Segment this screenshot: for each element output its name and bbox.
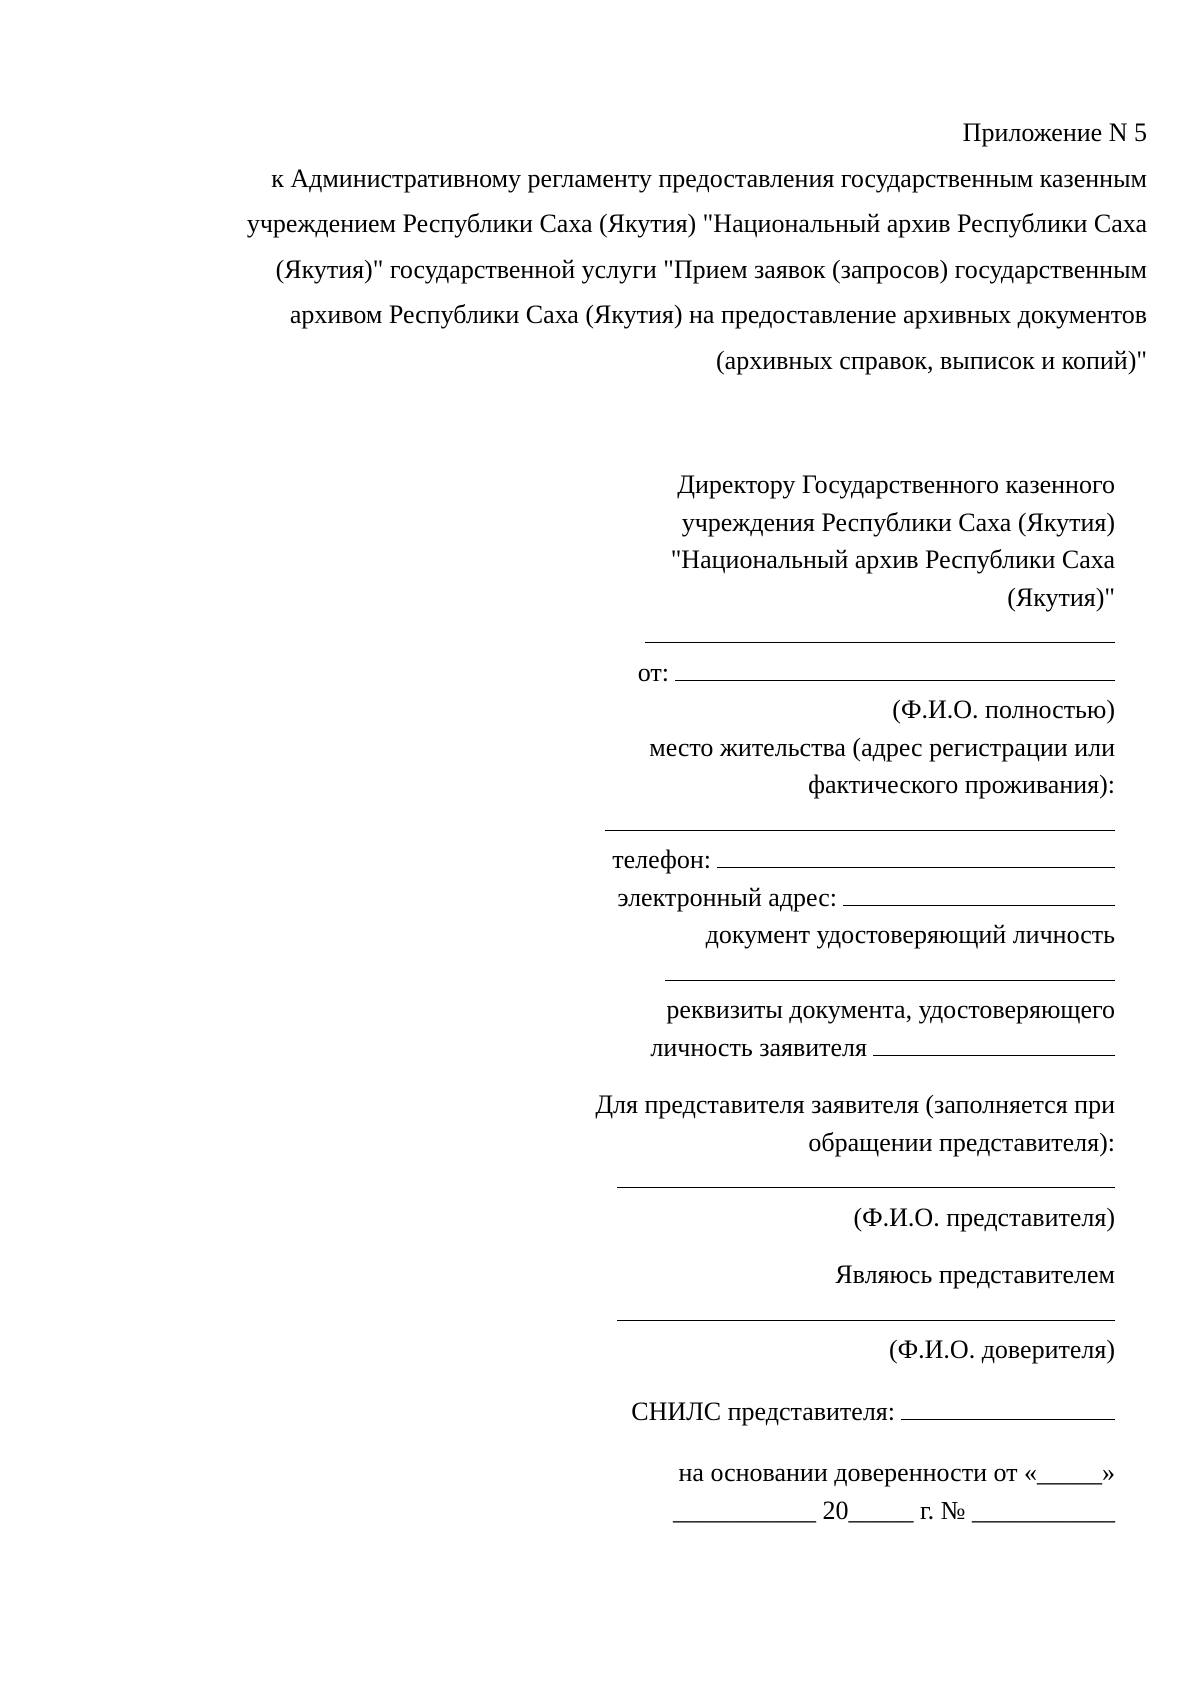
director-line: (Якутия)" xyxy=(1007,582,1115,612)
email-line xyxy=(415,879,1115,917)
residence-line xyxy=(415,804,1115,842)
appendix-line: учреждением Республики Саха (Якутия) "Национальный архив Республики Саха xyxy=(246,209,1147,238)
principal-fio-caption: (Ф.И.О. доверителя) xyxy=(888,1335,1115,1364)
applicant-fio-field[interactable] xyxy=(675,654,1115,681)
from-line xyxy=(415,654,1115,692)
spacer xyxy=(415,1430,1115,1454)
id-doc-label: документ удостоверяющий личность xyxy=(705,920,1115,949)
representative-fio-field[interactable] xyxy=(617,1161,1115,1188)
director-line: Директору Государственного казенного xyxy=(677,470,1115,499)
principal-fio-field[interactable] xyxy=(617,1294,1115,1321)
id-details-label: реквизиты документа, удостоверяющего xyxy=(666,995,1115,1024)
id-details-label: личность заявителя xyxy=(650,1032,867,1062)
power-of-attorney-line: на основании доверенности от «_____» xyxy=(678,1458,1115,1487)
residence-field[interactable] xyxy=(605,804,1115,831)
spacer xyxy=(415,1369,1115,1393)
appendix-line: к Административному регламенту предоставления государственным казенным xyxy=(271,163,1147,193)
fio-caption: (Ф.И.О. полностью) xyxy=(892,695,1115,724)
email-label: электронный адрес: xyxy=(617,882,837,912)
residence-label: место жительства (адрес регистрации или xyxy=(649,732,1115,762)
id-details-line xyxy=(415,1029,1115,1067)
id-details-field[interactable] xyxy=(873,1029,1115,1056)
residence-label: фактического проживания): xyxy=(808,770,1115,799)
appendix-title: Приложение N 5 xyxy=(962,118,1147,147)
representative-label: Для представителя заявителя (заполняется при xyxy=(595,1090,1115,1119)
appendix-line: архивом Республики Саха (Якутия) на предоставление архивных документов xyxy=(289,300,1147,329)
director-line: "Национальный архив Республики Саха xyxy=(670,545,1115,574)
appendix-line: (архивных справок, выписок и копий)" xyxy=(716,345,1147,375)
phone-field[interactable] xyxy=(717,841,1115,868)
appendix-line: (Якутия)" государственной услуги "Прием заявок (запросов) государственным xyxy=(275,254,1147,284)
representative-fio-line xyxy=(415,1161,1115,1199)
appendix-header xyxy=(147,110,1147,383)
phone-label: телефон: xyxy=(612,845,711,874)
spacer xyxy=(415,1066,1115,1086)
email-field[interactable] xyxy=(843,879,1115,906)
from-label: от: xyxy=(637,657,669,687)
principal-fio-line xyxy=(415,1294,1115,1332)
phone-line xyxy=(415,841,1115,879)
addressee-block xyxy=(415,466,1115,1529)
director-name-field[interactable] xyxy=(645,616,1115,643)
id-doc-line xyxy=(415,954,1115,992)
director-line: учреждения Республики Саха (Якутия) xyxy=(681,507,1115,537)
power-of-attorney-line: ___________ 20_____ г. № ___________ xyxy=(672,1495,1115,1525)
snils-label: СНИЛС представителя: xyxy=(631,1396,895,1426)
representative-label: обращении представителя): xyxy=(808,1127,1115,1157)
i-am-representative: Являюсь представителем xyxy=(835,1260,1115,1289)
id-doc-field[interactable] xyxy=(665,954,1115,981)
director-name-line xyxy=(415,616,1115,654)
snils-line xyxy=(415,1393,1115,1431)
representative-fio-caption: (Ф.И.О. представителя) xyxy=(853,1202,1115,1232)
spacer xyxy=(415,1236,1115,1256)
snils-field[interactable] xyxy=(901,1393,1115,1420)
